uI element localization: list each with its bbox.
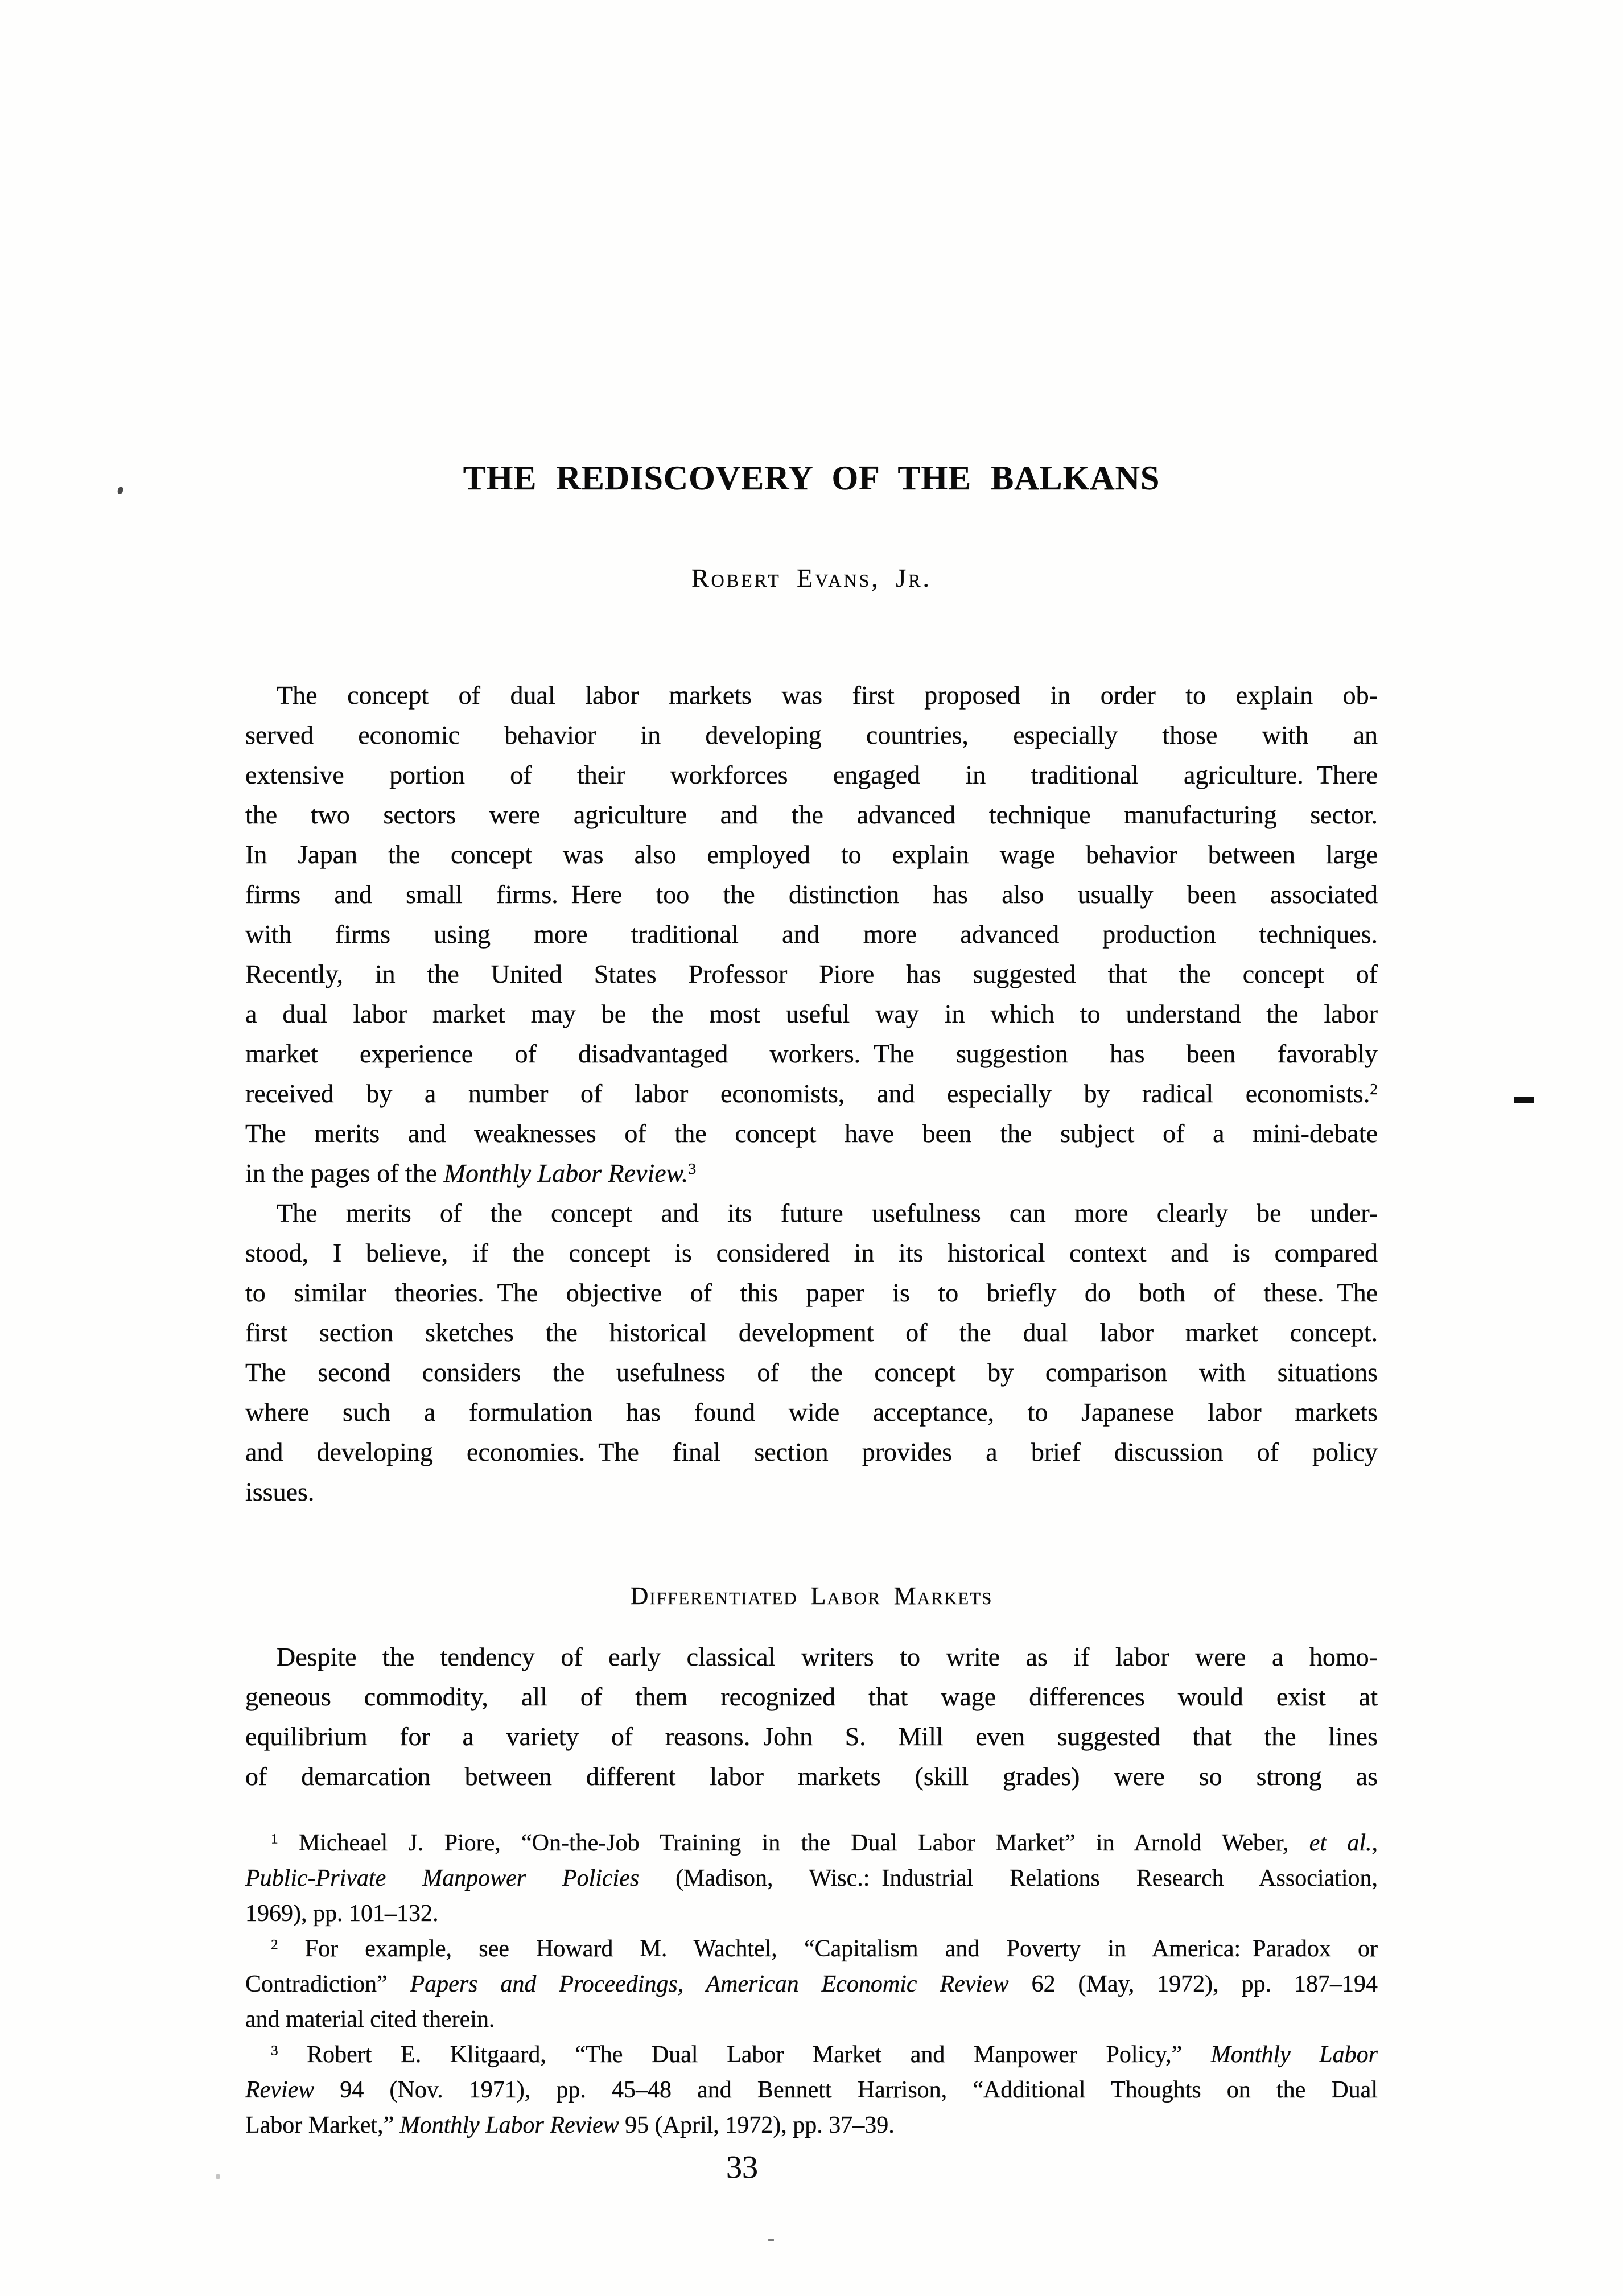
text-segment: Robert E. Klitgaard, “The Dual Labor Market and Manpower Policy,” xyxy=(278,2042,1211,2068)
text-segment: For example, see Howard M. Wachtel, “Capitalism and Poverty in America: Paradox or xyxy=(278,1936,1378,1962)
text-line xyxy=(245,755,1378,795)
text-segment: 1969), pp. 101–132. xyxy=(245,1901,439,1927)
body-paragraph xyxy=(245,1637,1378,1796)
text-segment: to similar theories. The objective of this paper is to briefly do both of these. The xyxy=(245,1278,1378,1307)
text-segment: In Japan the concept was also employed to explain wage behavior between large xyxy=(245,840,1378,869)
text-segment: where such a formulation has found wide acceptance, to Japanese labor markets xyxy=(245,1398,1378,1427)
text-line xyxy=(245,675,1378,715)
text-line xyxy=(245,2108,1378,2143)
footnote xyxy=(245,1931,1378,2037)
text-segment: and material cited therein. xyxy=(245,2006,495,2033)
text-segment: geneous commodity, all of them recognized that wage differences would exist at xyxy=(245,1682,1378,1711)
text-line xyxy=(245,1233,1378,1273)
text-line xyxy=(245,875,1378,914)
body-paragraph xyxy=(245,675,1378,1193)
text-segment: Contradiction” xyxy=(245,1971,410,1997)
text-line xyxy=(245,1034,1378,1074)
text-line xyxy=(245,1472,1378,1512)
text-segment: served economic behavior in developing countries, especially those with an xyxy=(245,720,1378,749)
text-segment: first section sketches the historical development of the dual labor market concept. xyxy=(245,1318,1378,1347)
text-line xyxy=(245,1757,1378,1796)
section-text-block xyxy=(245,1637,1378,1796)
text-line xyxy=(245,715,1378,755)
superscript-marker: 3 xyxy=(271,2043,278,2059)
intro-text-block xyxy=(245,675,1378,1512)
text-line xyxy=(245,1353,1378,1392)
text-line xyxy=(245,2072,1378,2108)
text-segment: market experience of disadvantaged workers. The suggestion has been favorably xyxy=(245,1039,1378,1068)
text-segment: The concept of dual labor markets was first proposed in order to explain ob- xyxy=(277,681,1378,710)
page-title: THE REDISCOVERY OF THE BALKANS xyxy=(463,459,1160,497)
text-segment: The merits of the concept and its future usefulness can more clearly be under- xyxy=(277,1198,1378,1227)
text-line xyxy=(245,914,1378,954)
text-segment: the two sectors were agriculture and the advanced technique manufacturing sector. xyxy=(245,800,1378,829)
text-segment: firms and small firms. Here too the distinction has also usually been associated xyxy=(245,880,1378,909)
text-line xyxy=(245,1637,1378,1677)
text-line xyxy=(245,1967,1378,2002)
scan-artifact xyxy=(768,2239,774,2241)
italic-segment: Papers and Proceedings, American Economic Review xyxy=(410,1971,1009,1997)
italic-segment: Review xyxy=(245,2077,315,2103)
text-segment: The second considers the usefulness of the concept by comparison with situations xyxy=(245,1358,1378,1387)
text-line xyxy=(245,1193,1378,1233)
text-segment: 62 (May, 1972), pp. 187–194 xyxy=(1008,1971,1378,1997)
text-line xyxy=(245,1153,1378,1193)
text-line xyxy=(245,1931,1378,1967)
superscript-marker: 3 xyxy=(688,1160,697,1178)
text-segment: stood, I believe, if the concept is considered in its historical context and is compared xyxy=(245,1238,1378,1267)
text-segment: (Madison, Wisc.: Industrial Relations Research Association, xyxy=(639,1865,1378,1891)
text-line xyxy=(245,2002,1378,2037)
text-line xyxy=(245,835,1378,875)
text-line xyxy=(245,795,1378,835)
text-segment: Despite the tendency of early classical writers to write as if labor were a homo- xyxy=(277,1642,1378,1671)
text-line xyxy=(245,1432,1378,1472)
text-line xyxy=(245,1861,1378,1896)
footnote xyxy=(245,2037,1378,2143)
text-segment: The merits and weaknesses of the concept have been the subject of a mini-debate xyxy=(245,1119,1378,1148)
text-segment: Micheael J. Piore, “On-the-Job Training in the Dual Labor Market” in Arnold Weber, xyxy=(278,1830,1309,1856)
text-segment: 94 (Nov. 1971), pp. 45–48 and Bennett Harrison, “Additional Thoughts on the Dual xyxy=(314,2077,1378,2103)
text-line xyxy=(245,1313,1378,1353)
italic-segment: Monthly Labor Review xyxy=(399,2112,619,2138)
page-number: 33 xyxy=(726,2150,758,2185)
text-line xyxy=(245,994,1378,1034)
section-heading: Differentiated Labor Markets xyxy=(630,1582,993,1610)
text-line xyxy=(245,1717,1378,1757)
italic-segment: et al., xyxy=(1309,1830,1378,1856)
scan-artifact xyxy=(216,2174,220,2179)
superscript-marker: 2 xyxy=(271,1937,278,1953)
text-segment: issues. xyxy=(245,1477,315,1506)
text-segment: of demarcation between different labor markets (skill grades) were so strong as xyxy=(245,1762,1378,1791)
text-segment: equilibrium for a variety of reasons. John S. Mill even suggested that the lines xyxy=(245,1722,1378,1751)
text-line xyxy=(245,1074,1378,1114)
text-segment: in the pages of the xyxy=(245,1159,444,1188)
text-segment: with firms using more traditional and more advanced production techniques. xyxy=(245,920,1378,949)
text-segment: a dual labor market may be the most useful way in which to understand the labor xyxy=(245,999,1378,1028)
text-line xyxy=(245,2037,1378,2072)
text-segment: extensive portion of their workforces engaged in traditional agriculture. There xyxy=(245,760,1378,789)
superscript-marker: 2 xyxy=(1370,1080,1378,1098)
text-line xyxy=(245,1273,1378,1313)
footnote xyxy=(245,1825,1378,1931)
text-segment: Recently, in the United States Professor Piore has suggested that the concept of xyxy=(245,959,1378,988)
italic-segment: Public-Private Manpower Policies xyxy=(245,1865,640,1891)
text-line xyxy=(245,1114,1378,1153)
author-byline: Robert Evans, Jr. xyxy=(691,563,932,592)
text-line xyxy=(245,1677,1378,1717)
superscript-marker: 1 xyxy=(271,1831,278,1847)
text-line xyxy=(245,1392,1378,1432)
footnotes-section xyxy=(245,1825,1378,2143)
text-line xyxy=(245,1825,1378,1861)
scan-artifact xyxy=(1514,1097,1534,1103)
text-line xyxy=(245,1896,1378,1931)
text-segment: and developing economies. The final section provides a brief discussion of policy xyxy=(245,1437,1378,1466)
italic-segment: Monthly Labor xyxy=(1210,2042,1378,2068)
body-paragraph xyxy=(245,1193,1378,1512)
text-line xyxy=(245,954,1378,994)
text-segment: Labor Market,” xyxy=(245,2112,400,2138)
italic-segment: Monthly Labor Review. xyxy=(443,1159,689,1188)
text-segment: 95 (April, 1972), pp. 37–39. xyxy=(619,2112,895,2138)
text-segment: received by a number of labor economists, and especially by radical economists. xyxy=(245,1079,1370,1108)
